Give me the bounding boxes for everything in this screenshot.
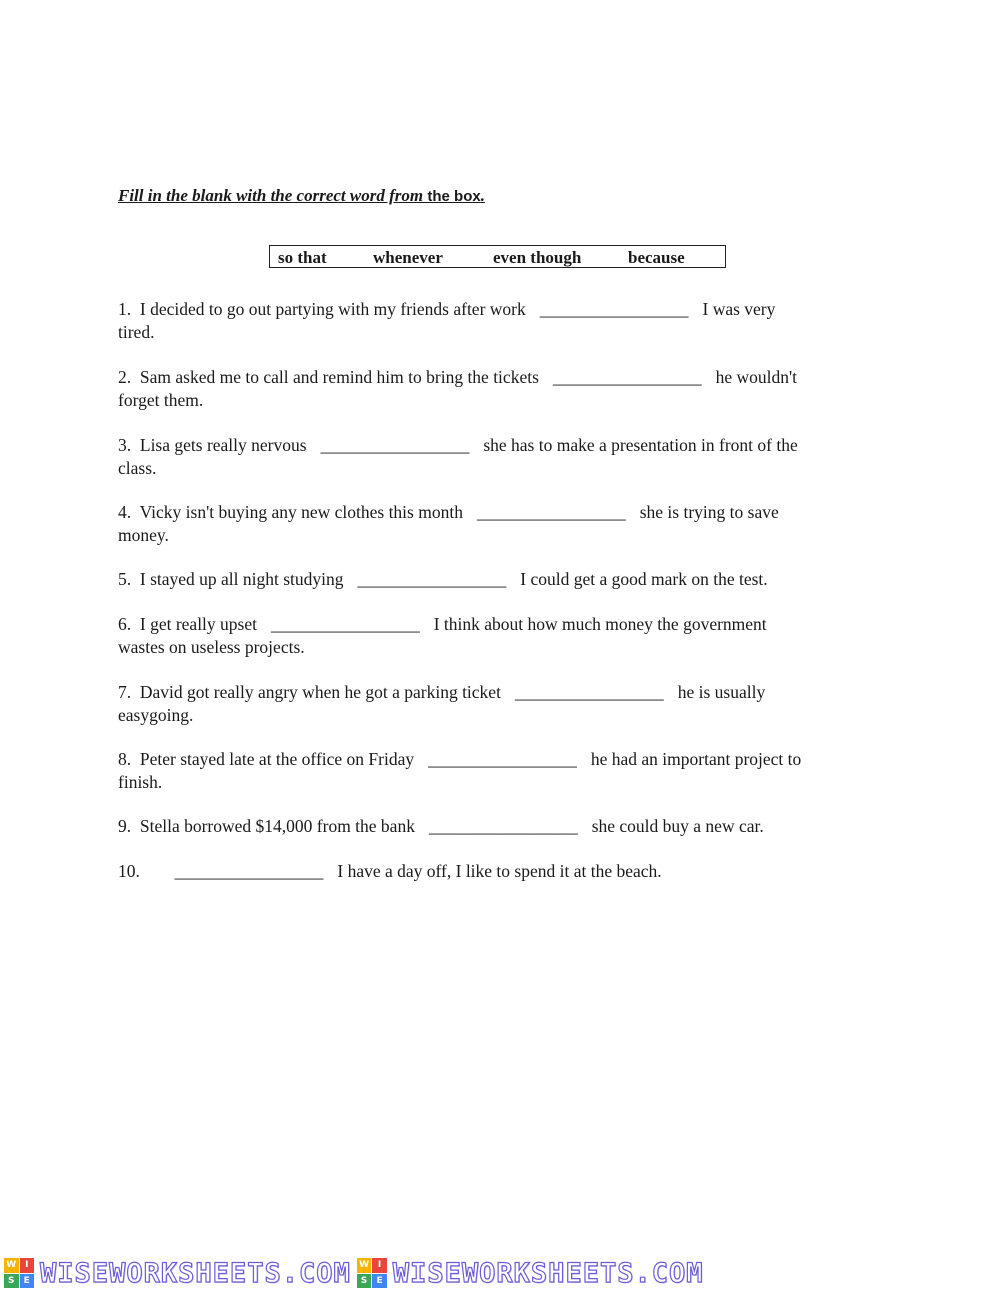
footer-watermark — [0, 1255, 1000, 1291]
word-bank-item: even though — [493, 248, 582, 267]
brand-text: W I S E W O R K S H E E T S . C O M — [392, 1257, 704, 1289]
question-text-after: she has to make a presentation in front of the — [483, 435, 798, 455]
question-text-before: I stayed up all night studying — [139, 569, 344, 589]
wiseworksheets-logo-icon: W I S E — [357, 1258, 387, 1288]
instruction-text: Fill in the blank with the correct word from — [118, 186, 428, 205]
question-text-after: she is trying to save — [639, 502, 779, 522]
question-number: 6. — [118, 614, 132, 634]
instruction-box-word: the box — [427, 188, 481, 205]
question-3 — [118, 434, 888, 480]
question-continuation: finish. — [118, 772, 163, 792]
question-continuation: wastes on useless projects. — [118, 637, 305, 657]
question-continuation: class. — [118, 458, 157, 478]
brand-mark — [4, 1258, 351, 1289]
question-9 — [118, 815, 888, 838]
instruction-period: . — [480, 186, 485, 205]
question-text-before: I decided to go out partying with my friends after work — [139, 299, 526, 319]
question-8 — [118, 748, 888, 794]
answer-blank[interactable]: _________________ — [428, 816, 578, 836]
answer-blank[interactable]: _________________ — [552, 367, 702, 387]
answer-blank[interactable]: _________________ — [320, 435, 470, 455]
question-number: 8. — [118, 749, 132, 769]
question-number: 9. — [118, 816, 132, 836]
wiseworksheets-logo-icon: W I S E — [4, 1258, 34, 1288]
question-text-before: I get really upset — [139, 614, 257, 634]
answer-blank[interactable]: _________________ — [428, 749, 577, 769]
answer-blank[interactable]: _________________ — [539, 299, 689, 319]
question-number: 2. — [118, 367, 132, 387]
question-1 — [118, 298, 888, 344]
word-bank-item: whenever — [373, 248, 443, 267]
question-text-before: David got really angry when he got a parking ticket — [139, 682, 501, 702]
question-number: 1. — [118, 299, 132, 319]
answer-blank[interactable]: _________________ — [476, 502, 626, 522]
word-bank-box — [269, 245, 726, 268]
question-text-after: I have a day off, I like to spend it at the beach. — [337, 861, 662, 881]
question-continuation: easygoing. — [118, 705, 194, 725]
question-5 — [118, 568, 888, 591]
question-number: 4. — [118, 502, 132, 522]
question-text-before: Peter stayed late at the office on Friday — [139, 749, 415, 769]
question-7 — [118, 681, 888, 727]
question-10 — [118, 860, 888, 883]
question-text-after: he had an important project to — [590, 749, 802, 769]
question-continuation: tired. — [118, 322, 155, 342]
brand-text: W I S E W O R K S H E E T S . C O M — [40, 1257, 351, 1289]
question-text-after: I think about how much money the government — [433, 614, 767, 634]
word-bank-item: so that — [278, 248, 327, 267]
question-continuation: money. — [118, 525, 169, 545]
answer-blank[interactable]: _________________ — [270, 614, 420, 634]
question-6 — [118, 613, 888, 659]
question-text-before: Sam asked me to call and remind him to bring the tickets — [139, 367, 539, 387]
question-text-before: Stella borrowed $14,000 from the bank — [139, 816, 415, 836]
question-2 — [118, 366, 888, 412]
question-number: 5. — [118, 569, 132, 589]
question-number: 7. — [118, 682, 132, 702]
question-4 — [118, 501, 888, 547]
instruction-heading — [118, 186, 485, 206]
question-continuation: forget them. — [118, 390, 204, 410]
brand-mark — [357, 1258, 704, 1289]
question-number: 10. — [118, 861, 140, 881]
answer-blank[interactable]: _________________ — [514, 682, 664, 702]
question-text-after: he is usually — [677, 682, 766, 702]
word-bank-item: because — [628, 248, 685, 267]
question-text-after: he wouldn't — [715, 367, 798, 387]
question-text-after: I was very — [702, 299, 776, 319]
answer-blank[interactable]: _________________ — [174, 861, 324, 881]
question-number: 3. — [118, 435, 132, 455]
question-text-before: Vicky isn't buying any new clothes this month — [139, 502, 463, 522]
question-text-after: I could get a good mark on the test. — [520, 569, 768, 589]
answer-blank[interactable]: _________________ — [357, 569, 507, 589]
question-text-before: Lisa gets really nervous — [139, 435, 307, 455]
question-text-after: she could buy a new car. — [591, 816, 764, 836]
